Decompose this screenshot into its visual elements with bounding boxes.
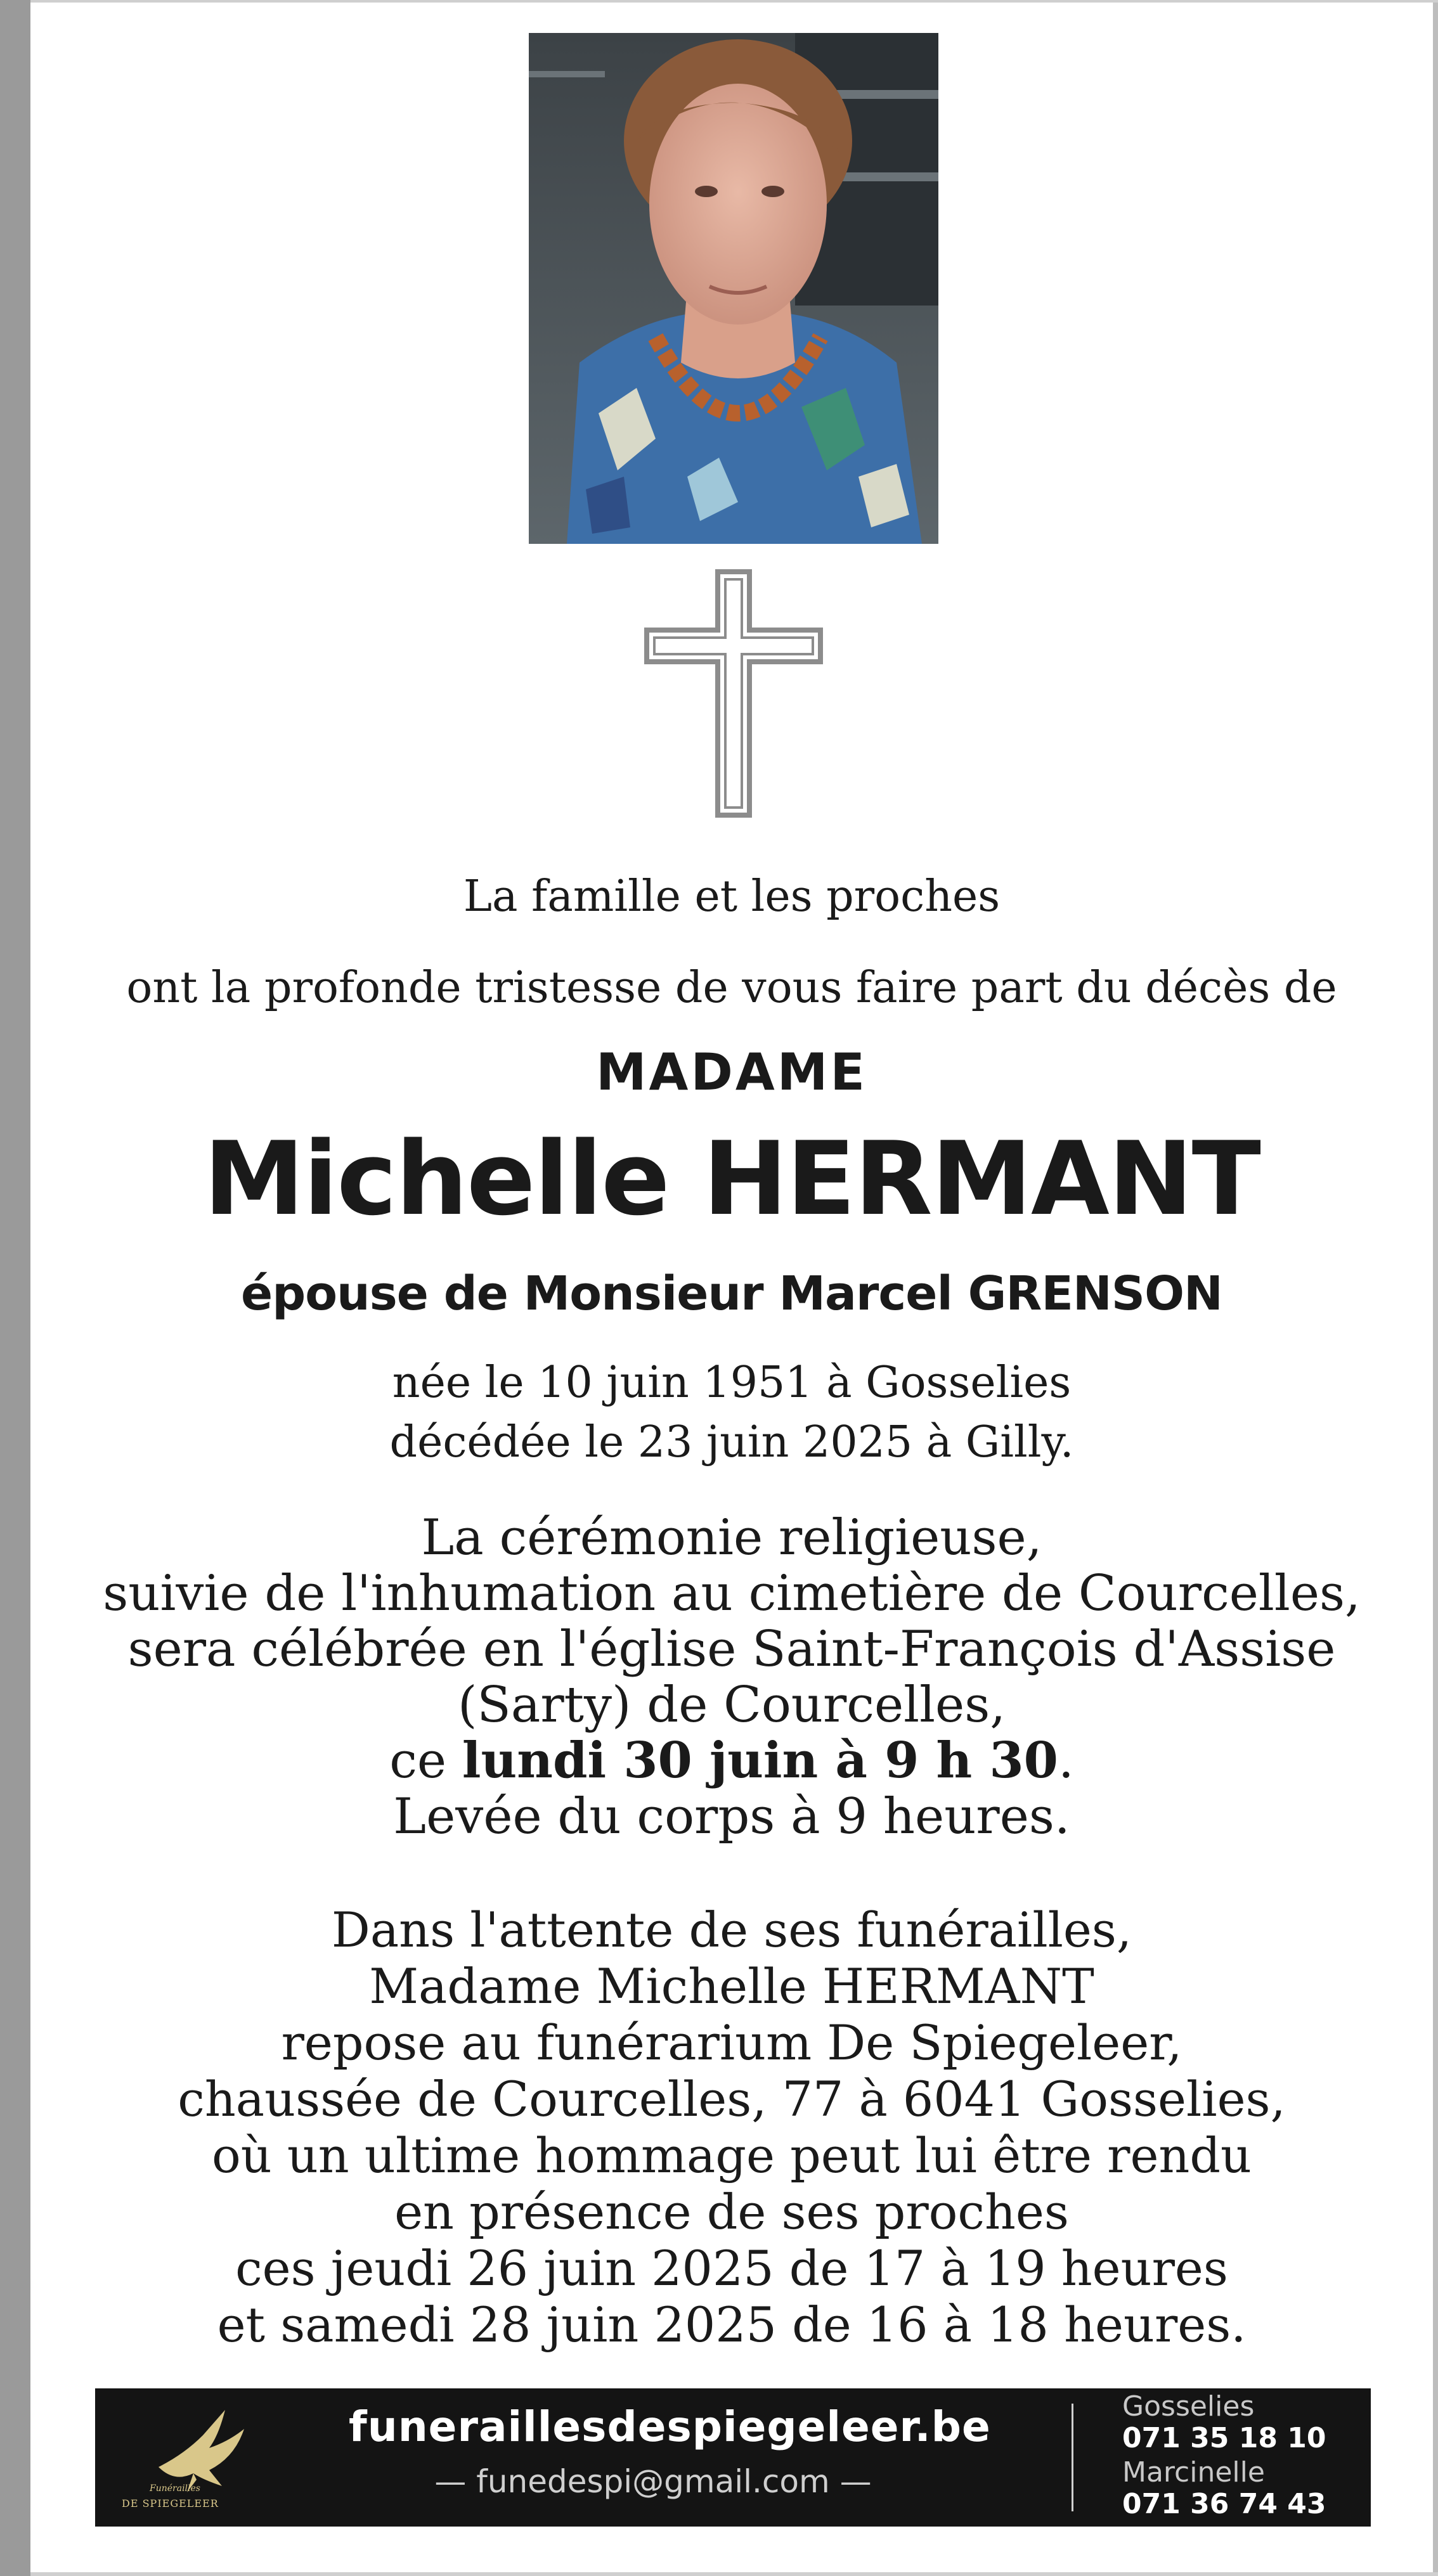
logo-brand-name: DE SPIEGELEER	[122, 2497, 219, 2509]
right-border	[1433, 0, 1438, 2576]
ceremony-line: suivie de l'inhumation au cimetière de Courcelles,	[103, 1565, 1361, 1622]
repose-block	[30, 1902, 1433, 2353]
repose-line: et samedi 28 juin 2025 de 16 à 18 heures.	[217, 2296, 1247, 2353]
left-border	[0, 0, 30, 2576]
bottom-border	[30, 2572, 1438, 2576]
contact-city-marcinelle: Marcinelle	[1122, 2456, 1265, 2489]
logo-caption: Funérailles	[150, 2483, 200, 2494]
honorific-title: MADAME	[595, 1043, 868, 1102]
top-border	[30, 0, 1438, 3]
repose-line: repose au funérarium De Spiegeleer,	[281, 2014, 1182, 2071]
ceremony-line: (Sarty) de Courcelles,	[457, 1677, 1006, 1734]
ceremony-line: Levée du corps à 9 heures.	[393, 1788, 1070, 1845]
deceased-name: Michelle HERMANT	[204, 1119, 1260, 1238]
spouse-line: épouse de Monsieur Marcel GRENSON	[241, 1266, 1222, 1321]
repose-line: Dans l'attente de ses funérailles,	[331, 1902, 1132, 1958]
contact-phone-marcinelle[interactable]: 071 36 74 43	[1122, 2488, 1326, 2520]
birth-line: née le 10 juin 1951 à Gosselies	[392, 1358, 1072, 1408]
ceremony-line: sera célébrée en l'église Saint-François d'Assise	[127, 1621, 1336, 1678]
website-link[interactable]: funeraillesdespiegeleer.be	[349, 2402, 991, 2451]
ceremony-line: La cérémonie religieuse,	[421, 1509, 1042, 1566]
repose-line: en présence de ses proches	[394, 2184, 1069, 2240]
dates-block	[30, 1353, 1433, 1472]
email-link[interactable]: — funedespi@gmail.com —	[434, 2463, 872, 2500]
ceremony-date-line	[30, 1733, 1433, 1789]
ceremony-block	[30, 1510, 1433, 1845]
banner-divider	[1072, 2404, 1073, 2511]
intro-line-1: La famille et les proches	[463, 872, 1001, 922]
death-line: décédée le 23 juin 2025 à Gilly.	[389, 1417, 1074, 1467]
portrait-photo	[529, 33, 938, 544]
ceremony-date-suffix: .	[1058, 1732, 1074, 1789]
funeral-home-banner	[95, 2388, 1371, 2527]
intro-line-2: ont la profonde tristesse de vous faire part du décès de	[126, 963, 1337, 1013]
repose-line: où un ultime hommage peut lui être rendu	[212, 2127, 1252, 2184]
contact-phone-gosselies[interactable]: 071 35 18 10	[1122, 2422, 1326, 2454]
ceremony-date-prefix: ce	[389, 1732, 462, 1789]
repose-line: Madame Michelle HERMANT	[369, 1958, 1094, 2014]
repose-line: ces jeudi 26 juin 2025 de 17 à 19 heures	[235, 2240, 1228, 2296]
cross-icon	[644, 569, 823, 818]
contact-city-gosselies: Gosselies	[1122, 2390, 1255, 2423]
ceremony-date: lundi 30 juin à 9 h 30	[462, 1732, 1058, 1789]
repose-line: chaussée de Courcelles, 77 à 6041 Gosselies,	[178, 2071, 1286, 2127]
